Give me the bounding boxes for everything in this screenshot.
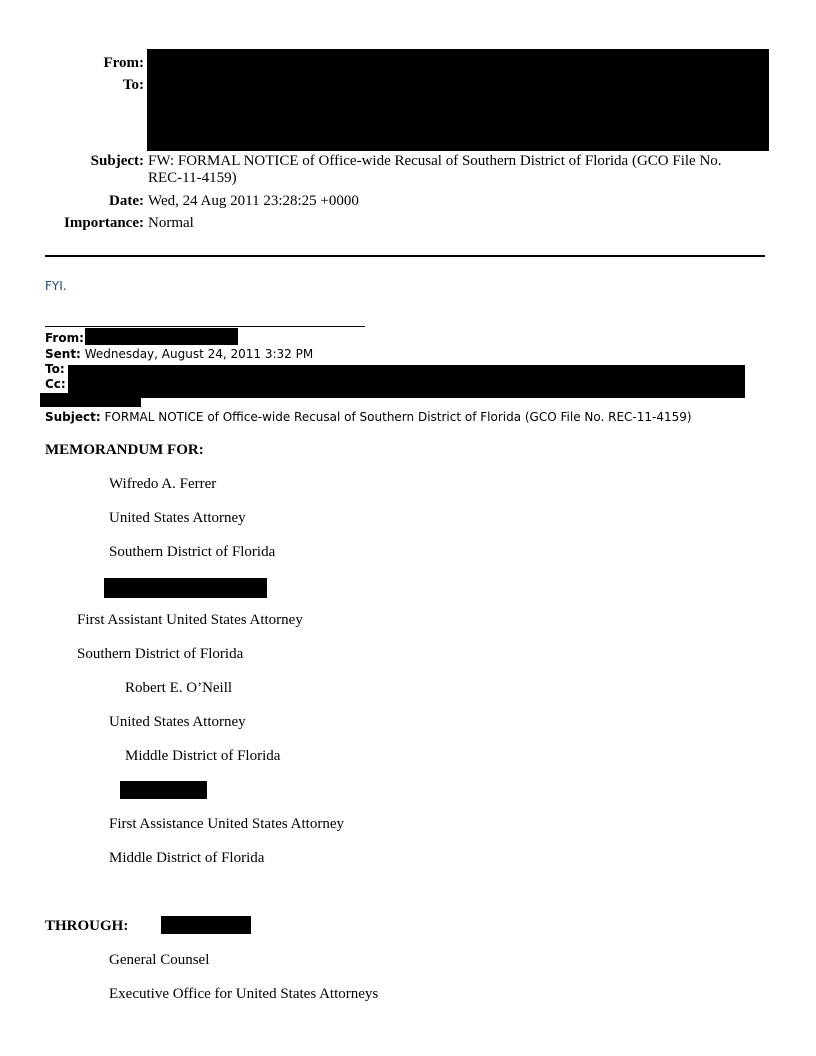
- through-line: Executive Office for United States Attorneys: [109, 986, 379, 1002]
- fwd-from-redaction: [85, 328, 238, 345]
- fwd-cc-redaction-tail: [40, 393, 141, 407]
- importance-label: Importance:: [64, 215, 144, 231]
- name-redaction-1: [104, 578, 267, 598]
- date-value: Wed, 24 Aug 2011 23:28:25 +0000: [148, 193, 359, 209]
- memo-line: United States Attorney: [109, 510, 246, 526]
- importance-value: Normal: [148, 215, 194, 231]
- fwd-subject-label: Subject:: [45, 410, 101, 424]
- through-label: THROUGH:: [45, 918, 129, 934]
- fwd-sent: [45, 347, 313, 361]
- through-line: General Counsel: [109, 952, 210, 968]
- memo-heading: MEMORANDUM FOR:: [45, 442, 204, 458]
- memo-line: Wifredo A. Ferrer: [109, 476, 217, 492]
- memo-line: Southern District of Florida: [109, 544, 276, 560]
- fwd-to-label: To:: [45, 362, 65, 376]
- through-redaction: [161, 916, 251, 934]
- fwd-from-label: From:: [45, 331, 84, 345]
- fwd-to-cc-redaction: [68, 365, 745, 398]
- subject-label: Subject:: [90, 153, 144, 169]
- fwd-cc-label: Cc:: [45, 377, 66, 391]
- subject-line-1: FW: FORMAL NOTICE of Office-wide Recusal of Southern District of Florida (GCO File No.: [148, 153, 722, 169]
- fwd-sent-value: Wednesday, August 24, 2011 3:32 PM: [84, 347, 314, 361]
- subject-line-2: REC-11-4159): [148, 170, 237, 186]
- to-label: To:: [122, 77, 144, 93]
- memo-line: United States Attorney: [109, 714, 246, 730]
- fwd-subject: [45, 410, 692, 424]
- date-label: Date:: [109, 193, 144, 209]
- name-redaction-2: [120, 781, 207, 799]
- memo-line: Middle District of Florida: [125, 748, 281, 764]
- forward-divider: [45, 326, 365, 327]
- recipients-redaction: [147, 49, 769, 151]
- fyi-text: FYI.: [45, 279, 67, 293]
- header-divider: [45, 255, 765, 257]
- fwd-sent-label: Sent:: [45, 347, 81, 361]
- memo-line: Southern District of Florida: [77, 646, 244, 662]
- memo-line: Middle District of Florida: [109, 850, 265, 866]
- memo-line: First Assistant United States Attorney: [77, 612, 303, 628]
- memo-line: Robert E. O’Neill: [125, 680, 233, 696]
- fwd-subject-value: FORMAL NOTICE of Office-wide Recusal of Southern District of Florida (GCO File No. REC-11-4159): [104, 410, 692, 424]
- memo-line: First Assistance United States Attorney: [109, 816, 344, 832]
- from-label: From:: [103, 55, 144, 71]
